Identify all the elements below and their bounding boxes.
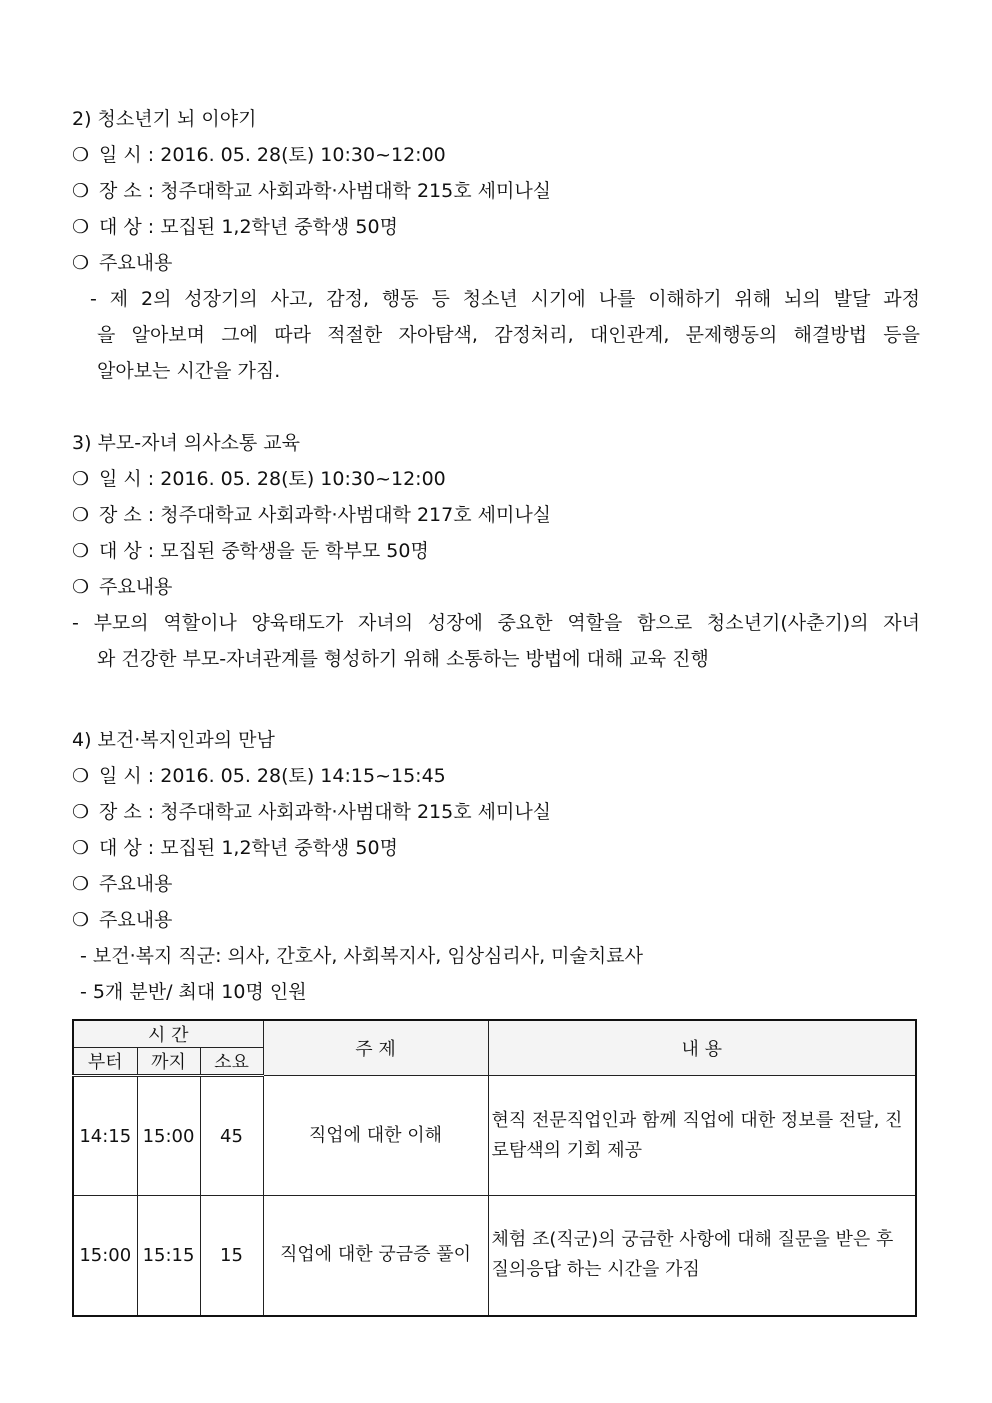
cell-to: 15:00	[137, 1076, 200, 1196]
header-topic: 주 제	[263, 1020, 488, 1076]
header-time: 시 간	[73, 1020, 263, 1048]
schedule-target-text: 대 상 : 모집된 1,2학년 중학생 50명	[99, 837, 398, 859]
schedule-place	[72, 179, 551, 203]
cell-content: 현직 전문직업인과 함께 직업에 대한 정보를 전달, 진로탐색의 기회 제공	[488, 1076, 916, 1196]
circle-bullet-icon: ❍	[72, 837, 90, 859]
content-label-text: 주요내용	[99, 909, 173, 931]
circle-bullet-icon: ❍	[72, 252, 90, 274]
cell-topic: 직업에 대한 궁금증 풀이	[263, 1196, 488, 1316]
content-label-text: 주요내용	[99, 576, 173, 598]
schedule-content-label	[72, 251, 172, 275]
section-heading: 4) 보건·복지인과의 만남	[72, 729, 275, 751]
schedule-place-text: 장 소 : 청주대학교 사회과학·사범대학 215호 세미나실	[99, 801, 552, 823]
schedule-target-text: 대 상 : 모집된 1,2학년 중학생 50명	[99, 216, 398, 238]
header-duration: 소요	[200, 1048, 263, 1076]
section-heading: 3) 부모-자녀 의사소통 교육	[72, 432, 301, 454]
circle-bullet-icon: ❍	[72, 909, 90, 931]
circle-bullet-icon: ❍	[72, 540, 90, 562]
body-line: 을 알아보며 그에 따라 적절한 자아탐색, 감정처리, 대인관계, 문제행동의 해결방법 등을	[97, 324, 920, 346]
body-line: 알아보는 시간을 가짐.	[97, 360, 281, 382]
circle-bullet-icon: ❍	[72, 801, 90, 823]
cell-topic: 직업에 대한 이해	[263, 1076, 488, 1196]
schedule-place-text: 장 소 : 청주대학교 사회과학·사범대학 215호 세미나실	[99, 180, 552, 202]
schedule-place-text: 장 소 : 청주대학교 사회과학·사범대학 217호 세미나실	[99, 504, 552, 526]
table-row	[73, 1076, 916, 1196]
schedule-date	[72, 143, 446, 167]
schedule-date-text: 일 시 : 2016. 05. 28(토) 10:30~12:00	[99, 144, 446, 166]
body-line: - 5개 분반/ 최대 10명 인원	[80, 981, 307, 1003]
cell-to: 15:15	[137, 1196, 200, 1316]
cell-duration: 15	[200, 1196, 263, 1316]
schedule-date-text: 일 시 : 2016. 05. 28(토) 14:15~15:45	[99, 765, 446, 787]
cell-content: 체험 조(직군)의 궁금한 사항에 대해 질문을 받은 후 질의응답 하는 시간을 가짐	[488, 1196, 916, 1316]
circle-bullet-icon: ❍	[72, 504, 90, 526]
header-to: 까지	[137, 1048, 200, 1076]
schedule-date	[72, 467, 446, 491]
schedule-content-label	[72, 872, 172, 896]
schedule-place	[72, 800, 551, 824]
cell-duration: 45	[200, 1076, 263, 1196]
schedule-target	[72, 215, 398, 239]
schedule-content-label	[72, 575, 172, 599]
section-heading: 2) 청소년기 뇌 이야기	[72, 108, 257, 130]
circle-bullet-icon: ❍	[72, 180, 90, 202]
body-line: - 부모의 역할이나 양육태도가 자녀의 성장에 중요한 역할을 함으로 청소년기(사춘기)의 자녀	[72, 612, 920, 634]
body-line: 와 건강한 부모-자녀관계를 형성하기 위해 소통하는 방법에 대해 교육 진행	[97, 648, 709, 670]
content-label-text: 주요내용	[99, 252, 173, 274]
body-line: - 제 2의 성장기의 사고, 감정, 행동 등 청소년 시기에 나를 이해하기 위해 뇌의 발달 과정	[90, 288, 920, 310]
circle-bullet-icon: ❍	[72, 468, 90, 490]
schedule-date	[72, 764, 446, 788]
cell-from: 14:15	[73, 1076, 137, 1196]
table-row	[73, 1196, 916, 1316]
circle-bullet-icon: ❍	[72, 873, 90, 895]
schedule-place	[72, 503, 551, 527]
body-line: - 보건·복지 직군: 의사, 간호사, 사회복지사, 임상심리사, 미술치료사	[80, 945, 643, 967]
header-content: 내 용	[488, 1020, 916, 1076]
schedule-target	[72, 539, 429, 563]
circle-bullet-icon: ❍	[72, 144, 90, 166]
circle-bullet-icon: ❍	[72, 216, 90, 238]
header-from: 부터	[73, 1048, 137, 1076]
schedule-target-text: 대 상 : 모집된 중학생을 둔 학부모 50명	[99, 540, 429, 562]
circle-bullet-icon: ❍	[72, 576, 90, 598]
cell-from: 15:00	[73, 1196, 137, 1316]
circle-bullet-icon: ❍	[72, 765, 90, 787]
content-label-text: 주요내용	[99, 873, 173, 895]
schedule-date-text: 일 시 : 2016. 05. 28(토) 10:30~12:00	[99, 468, 446, 490]
schedule-table	[72, 1019, 917, 1317]
schedule-target	[72, 836, 398, 860]
schedule-content-label	[72, 908, 172, 932]
table-header-row	[73, 1020, 916, 1048]
